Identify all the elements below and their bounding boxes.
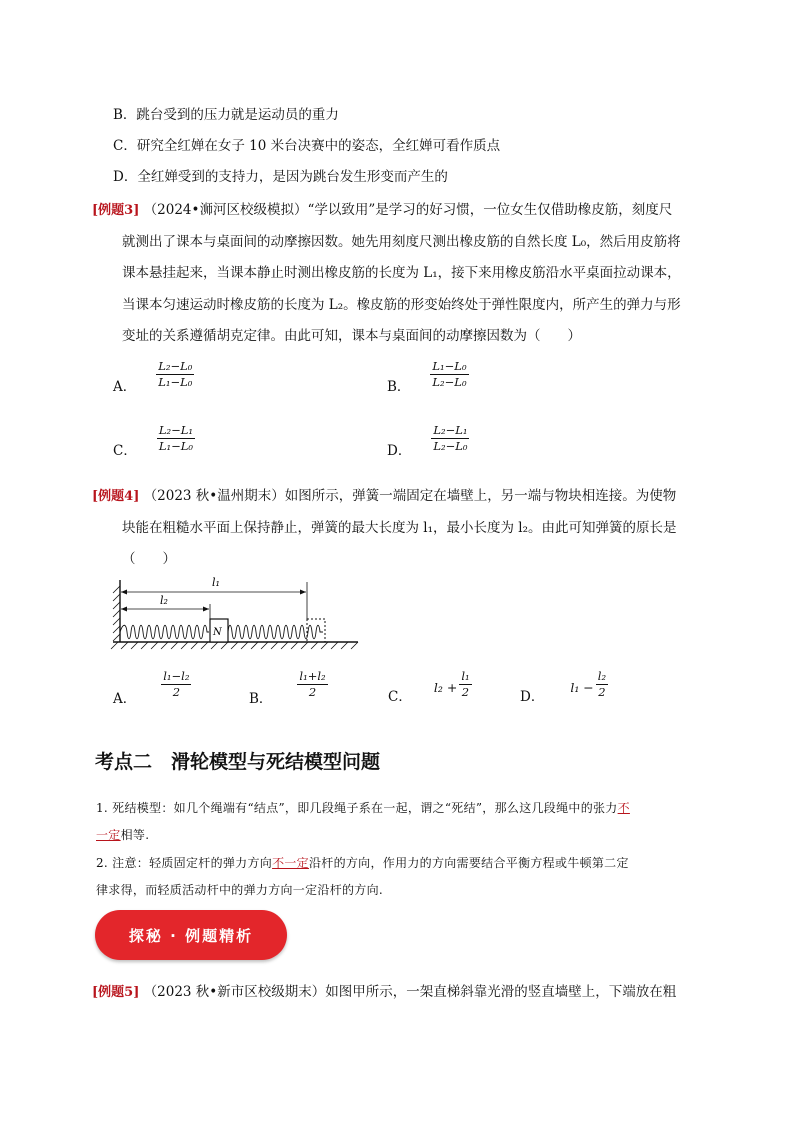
fraction bbox=[157, 424, 195, 453]
section2-p2-line1 bbox=[96, 854, 629, 871]
example3-line3: 课本悬挂起来，当课本静止时测出橡皮筋的长度为 L₁，接下来用橡皮筋沿水平桌面拉动课本， bbox=[122, 265, 681, 281]
p1-emphasis: 不 bbox=[617, 801, 630, 815]
expression-prefix: l₂ + bbox=[433, 680, 458, 695]
p2-text: 2. 注意：轻质固定杆的弹力方向 bbox=[96, 856, 273, 870]
p1-text: 1. 死结模型：如几个绳端有“结点”，即几段绳子系在一起，谓之“死结”，那么这几段绳中的张力 bbox=[96, 801, 618, 815]
section2-p2-line2: 律求得，而轻质活动杆中的弹力方向一定沿杆的方向. bbox=[96, 883, 384, 897]
example3-line5: 变址的关系遵循胡克定律。由此可知，课本与桌面间的动摩擦因数为（ ） bbox=[122, 328, 581, 344]
example4-option-a[interactable] bbox=[113, 670, 191, 705]
fraction-denominator: L₁−L₀ bbox=[158, 439, 193, 453]
fraction-denominator: 2 bbox=[308, 685, 317, 699]
fraction bbox=[297, 670, 327, 699]
fraction-denominator: 2 bbox=[461, 685, 470, 699]
fraction-denominator: L₁−L₀ bbox=[158, 375, 193, 389]
example3-tag: [例题3] bbox=[92, 203, 140, 218]
example4-line3: （ ） bbox=[122, 551, 176, 567]
option-label: A． bbox=[113, 691, 137, 707]
example5-line1 bbox=[92, 980, 676, 1000]
option-b-text: B．跳台受到的压力就是运动员的重力 bbox=[113, 107, 339, 123]
p2-emphasis: 不一定 bbox=[272, 856, 309, 870]
l2-arrow-left bbox=[121, 607, 127, 612]
option-label: D． bbox=[387, 443, 412, 459]
fraction-numerator: l₁+l₂ bbox=[299, 669, 326, 683]
example4-line2: 块能在粗糙水平面上保持静止，弹簧的最大长度为 l₁，最小长度为 l₂。由此可知弹簧的原长是 bbox=[122, 520, 677, 536]
example4-option-b[interactable] bbox=[249, 670, 328, 705]
example4-tag: [例题4] bbox=[92, 489, 140, 504]
example3-option-b[interactable] bbox=[387, 360, 469, 393]
fraction-denominator: L₂−L₀ bbox=[433, 439, 468, 453]
wall-hatch bbox=[113, 586, 120, 641]
fraction-numerator: L₂−L₁ bbox=[433, 423, 468, 437]
option-label: D． bbox=[520, 689, 545, 705]
example3-option-a[interactable] bbox=[113, 360, 194, 393]
fraction bbox=[161, 670, 191, 699]
section2-p1-line2 bbox=[96, 826, 149, 843]
option-label: B． bbox=[249, 691, 273, 707]
spring-coil bbox=[120, 625, 209, 639]
l1-arrow-right bbox=[300, 590, 306, 595]
block-label: N bbox=[213, 627, 222, 638]
p1-text-end: 相等. bbox=[120, 828, 150, 842]
example5-tag: [例题5] bbox=[92, 985, 140, 1000]
p2-text-b: 沿杆的方向，作用力的方向需要结合平衡方程或牛顿第二定 bbox=[308, 856, 629, 870]
section-heading: 考点二 滑轮模型与死结模型问题 bbox=[95, 751, 381, 773]
example4-line1 bbox=[92, 484, 676, 504]
fraction bbox=[459, 670, 471, 699]
example4-option-d[interactable] bbox=[520, 670, 608, 703]
expression-prefix: l₁ − bbox=[570, 680, 594, 695]
spring-figure bbox=[108, 572, 364, 654]
l1-arrow-left bbox=[121, 590, 127, 595]
fraction-denominator: 2 bbox=[172, 685, 181, 699]
option-d-text: D．全红婵受到的支持力，是因为跳台发生形变而产生的 bbox=[113, 169, 448, 185]
option-label: C． bbox=[388, 689, 412, 705]
example3-line1 bbox=[92, 198, 672, 218]
example3-option-d[interactable] bbox=[387, 424, 469, 457]
example3-line1-text: （2024•浉河区校级模拟）“学以致用”是学习的好习惯，一位女生仅借助橡皮筋，刻度尺 bbox=[143, 202, 673, 218]
fraction-numerator: l₂ bbox=[597, 669, 607, 683]
ground-hatch bbox=[111, 642, 358, 649]
fraction-numerator: l₁ bbox=[461, 669, 470, 683]
example3-line2: 就测出了课本与桌面间的动摩擦因数。她先用刻度尺测出橡皮筋的自然长度 L₀，然后用皮筋将 bbox=[122, 234, 681, 250]
l2-label: l₂ bbox=[160, 594, 168, 607]
fraction bbox=[431, 424, 469, 453]
option-label: B． bbox=[387, 379, 411, 395]
fraction bbox=[430, 360, 468, 389]
example-analysis-banner: 探秘 · 例题精析 bbox=[95, 910, 287, 960]
example4-line1-text: （2023 秋•温州期末）如图所示，弹簧一端固定在墙壁上，另一端与物块相连接。为使物 bbox=[143, 488, 677, 504]
option-label: C． bbox=[113, 443, 137, 459]
fraction-numerator: l₁−l₂ bbox=[163, 669, 190, 683]
fraction-denominator: L₂−L₀ bbox=[432, 375, 467, 389]
example4-option-c[interactable] bbox=[388, 670, 472, 703]
option-c-text: C．研究全红婵在女子 10 米台决赛中的姿态，全红婵可看作质点 bbox=[113, 138, 501, 154]
example3-option-c[interactable] bbox=[113, 424, 195, 457]
fraction-numerator: L₂−L₀ bbox=[158, 359, 193, 373]
p1-emphasis-cont: 一定 bbox=[96, 828, 121, 842]
section2-p1-line1 bbox=[96, 799, 630, 816]
fraction-numerator: L₂−L₁ bbox=[158, 423, 193, 437]
fraction-numerator: L₁−L₀ bbox=[432, 359, 467, 373]
l2-arrow-right bbox=[203, 607, 209, 612]
l1-label: l₁ bbox=[212, 576, 220, 589]
fraction bbox=[596, 670, 608, 699]
example5-line1-text: （2023 秋•新市区校级期末）如图甲所示，一架直梯斜靠光滑的竖直墙壁上，下端放在粗 bbox=[143, 984, 677, 1000]
option-label: A． bbox=[113, 379, 137, 395]
fraction bbox=[156, 360, 194, 389]
example3-line4: 当课本匀速运动时橡皮筋的长度为 L₂。橡皮筋的形变始终处于弹性限度内，所产生的弹力与形 bbox=[122, 297, 681, 313]
fraction-denominator: 2 bbox=[598, 685, 606, 699]
spring-coil-extended bbox=[228, 625, 323, 639]
